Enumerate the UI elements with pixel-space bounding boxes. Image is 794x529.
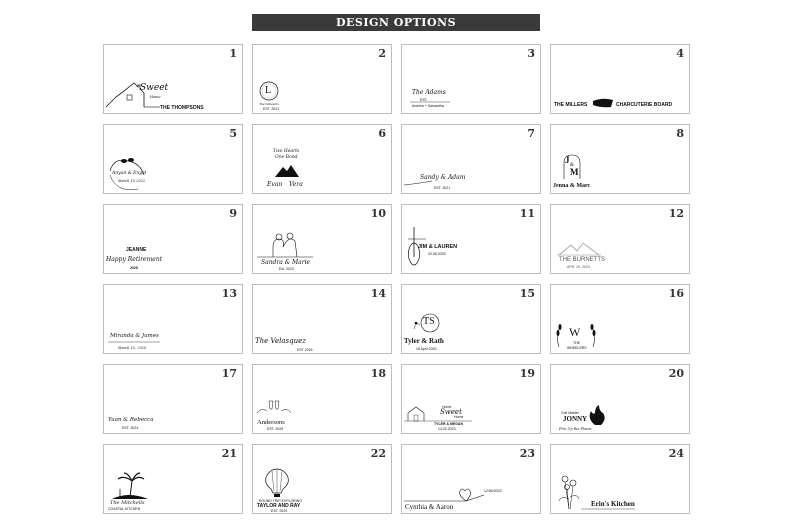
monogram-letter: L bbox=[265, 85, 272, 96]
couple-names: Cynthia & Aaron bbox=[405, 503, 454, 511]
couple-names: Jenna & Marc bbox=[553, 183, 591, 189]
tagline: ROUND TRIP EXPLORING bbox=[259, 499, 303, 503]
couple-names: Yuan & Rebecca bbox=[108, 417, 154, 423]
established-year: EST. 2021 bbox=[434, 186, 451, 190]
option-number: 19 bbox=[519, 367, 535, 380]
design-option-card[interactable] bbox=[103, 364, 243, 434]
design-option-card[interactable] bbox=[550, 44, 690, 114]
monogram-first: J bbox=[565, 155, 570, 165]
wedding-date: 02.08.2025 bbox=[428, 252, 446, 256]
design-option-card[interactable] bbox=[103, 444, 243, 514]
option-number: 15 bbox=[519, 287, 535, 300]
established-year: Est. 2023 bbox=[279, 267, 294, 271]
design-option-card[interactable] bbox=[550, 124, 690, 194]
house-outline-icon bbox=[104, 45, 243, 114]
wedding-date: March 15, 2020 bbox=[118, 346, 147, 350]
established-year: EST. 2025 bbox=[267, 427, 284, 431]
design-option-card[interactable] bbox=[401, 124, 541, 194]
design-option-card[interactable] bbox=[550, 204, 690, 274]
home-text-top: Home bbox=[442, 405, 452, 409]
design-option-card[interactable] bbox=[252, 444, 392, 514]
couple-names: TAYLOR AND RAY bbox=[257, 503, 301, 509]
couple-names: Andrew + Samantha bbox=[412, 104, 444, 108]
family-name: The Velasquez bbox=[255, 337, 306, 345]
option-number: 20 bbox=[668, 367, 684, 380]
option-number: 22 bbox=[370, 447, 386, 460]
option-number: 6 bbox=[378, 127, 386, 140]
wedding-date: 14.02.2023 bbox=[438, 427, 456, 431]
leaf-wreath-icon bbox=[104, 125, 243, 194]
family-name: WHEELERS bbox=[567, 346, 587, 350]
design-option-card[interactable] bbox=[401, 284, 541, 354]
option-number: 9 bbox=[229, 207, 237, 220]
wedding-date: 16 April 2025 bbox=[416, 347, 437, 351]
option-number: 12 bbox=[668, 207, 684, 220]
design-option-card[interactable] bbox=[103, 124, 243, 194]
title-text: Grill Master bbox=[561, 411, 579, 415]
option-number: 11 bbox=[519, 207, 535, 220]
design-option-card[interactable] bbox=[550, 444, 690, 514]
couple-names: Tyler & Rath bbox=[404, 337, 444, 345]
flame-icon bbox=[551, 365, 690, 434]
established-year: EST. 2024 bbox=[122, 426, 139, 430]
couple-names: Anyan & Engel bbox=[112, 171, 147, 176]
design-option-card[interactable] bbox=[252, 44, 392, 114]
couple-names: TYLER & MEGAN bbox=[434, 422, 463, 426]
name-left: Evan bbox=[267, 181, 283, 188]
person-name: JONNY bbox=[563, 415, 588, 423]
tagline-2: One Bond bbox=[275, 155, 298, 160]
option-number: 16 bbox=[668, 287, 684, 300]
wedding-date: 12/06/2023 bbox=[484, 489, 502, 493]
monogram-letter: W bbox=[569, 325, 581, 339]
design-option-card[interactable] bbox=[252, 284, 392, 354]
family-name: The Mitchells bbox=[110, 500, 145, 506]
family-name: The Adams bbox=[412, 89, 446, 96]
design-option-card[interactable] bbox=[103, 204, 243, 274]
couple-names: JIM & LAUREN bbox=[418, 244, 458, 250]
design-option-card[interactable] bbox=[252, 204, 392, 274]
option-number: 13 bbox=[221, 287, 237, 300]
design-options-banner: DESIGN OPTIONS bbox=[252, 14, 540, 31]
couple-names: Sandy & Adam bbox=[420, 174, 466, 181]
monogram: TS bbox=[423, 316, 435, 327]
option-number: 1 bbox=[229, 47, 237, 60]
design-option-card[interactable] bbox=[550, 284, 690, 354]
option-number: 10 bbox=[370, 207, 386, 220]
design-option-card[interactable] bbox=[401, 44, 541, 114]
option-number: 8 bbox=[676, 127, 684, 140]
kitchen-name: Erin's Kitchen bbox=[591, 500, 635, 508]
family-name: THE THOMPSONS bbox=[160, 105, 204, 111]
option-number: 17 bbox=[221, 367, 237, 380]
design-option-card[interactable] bbox=[550, 364, 690, 434]
established-year: EST. 2021 bbox=[263, 107, 280, 111]
tagline-1: Two Hearts bbox=[273, 149, 300, 154]
established-year: EST 2015 bbox=[297, 348, 313, 352]
design-option-card[interactable] bbox=[401, 364, 541, 434]
home-text-bottom: Home bbox=[454, 415, 464, 419]
heart-line-icon bbox=[402, 125, 541, 194]
design-option-card[interactable] bbox=[401, 204, 541, 274]
established-label: EST. bbox=[420, 98, 428, 102]
family-name: THE BURNETTS bbox=[559, 257, 606, 263]
cello-icon bbox=[402, 205, 541, 274]
design-option-card[interactable] bbox=[401, 444, 541, 514]
mountain-range-icon bbox=[551, 205, 690, 274]
design-option-card[interactable] bbox=[252, 124, 392, 194]
established-year: EST. 2020 bbox=[271, 509, 288, 513]
occasion-text: Happy Retirement bbox=[106, 256, 163, 263]
sweet-text: Sweet bbox=[140, 83, 169, 93]
option-number: 4 bbox=[676, 47, 684, 60]
name-right: Vera bbox=[289, 181, 303, 188]
year-text: 2025 bbox=[130, 266, 138, 270]
wedding-date: March 15 2022 bbox=[118, 179, 146, 183]
option-number: 2 bbox=[378, 47, 386, 60]
option-number: 14 bbox=[370, 287, 386, 300]
monogram-second: M bbox=[570, 167, 579, 177]
family-name: The Lilbeards bbox=[259, 102, 279, 106]
kitchen-label: COASTAL KITCHEN bbox=[108, 507, 141, 511]
option-number: 5 bbox=[229, 127, 237, 140]
monogram-ampersand: & bbox=[570, 163, 574, 168]
divider-line bbox=[104, 285, 243, 354]
family-prefix: THE bbox=[573, 341, 580, 345]
sweet-text: Sweet bbox=[440, 408, 462, 416]
design-option-card[interactable] bbox=[103, 284, 243, 354]
couple-names: Miranda & James bbox=[110, 333, 159, 339]
family-name: THE MILLERS bbox=[554, 102, 588, 108]
house-outline-icon bbox=[402, 365, 541, 434]
option-number: 18 bbox=[370, 367, 386, 380]
home-text: Home bbox=[150, 95, 161, 99]
option-number: 23 bbox=[519, 447, 535, 460]
family-name: Andersons bbox=[257, 419, 285, 426]
design-grid bbox=[103, 44, 690, 514]
tagline: Fire Up the Flavor bbox=[559, 427, 592, 431]
option-number: 7 bbox=[527, 127, 535, 140]
board-label: CHARCUTERIE BOARD bbox=[616, 102, 673, 108]
option-number: 24 bbox=[668, 447, 684, 460]
design-option-card[interactable] bbox=[252, 364, 392, 434]
wedding-date: APR. 26, 2023 bbox=[567, 265, 590, 269]
option-number: 21 bbox=[221, 447, 237, 460]
branch-icon bbox=[551, 285, 690, 354]
option-number: 3 bbox=[527, 47, 535, 60]
couple-names: Sandra & Marie bbox=[261, 259, 311, 266]
honoree-name: JEANNE bbox=[126, 247, 147, 253]
design-option-card[interactable] bbox=[103, 44, 243, 114]
